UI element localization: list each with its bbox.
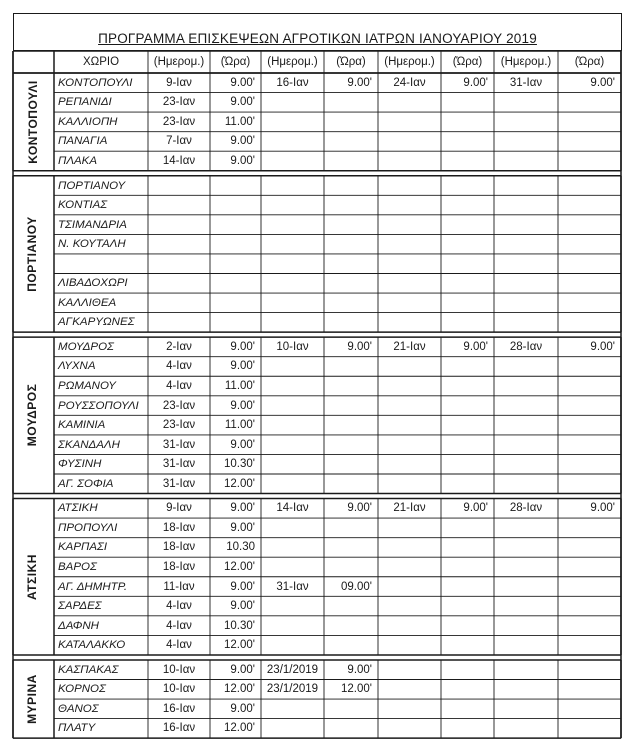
village-cell: ΚΑΛΛΙΟΠΗ [58,115,118,128]
column-header-date: (Ημερομ.) [384,56,435,68]
visit-date-cell: 10-Ιαν [162,683,196,696]
visit-time-cell: 12.00' [224,560,255,573]
village-cell: ΚΟΝΤΟΠΟΥΛΙ [58,76,133,89]
visit-time-cell: 9.00' [230,135,255,148]
visit-time-cell: 9.00' [230,521,255,534]
village-cell: ΣΚΑΝΔΑΛΗ [58,438,120,451]
column-header-date: (Ημερομ.) [267,56,318,68]
visit-date-cell: 16-Ιαν [162,702,196,715]
visit-time-cell: 11.00' [224,115,255,128]
village-cell: ΠΟΡΤΙΑΝΟΥ [58,179,126,192]
column-header-date: (Ημερομ.) [153,56,205,68]
region-label: ΜΟΥΔΡΟΣ [25,384,40,447]
village-cell: ΠΑΝΑΓΙΑ [58,135,108,148]
visit-date-cell: 31-Ιαν [276,580,309,593]
visit-date-cell: 31-Ιαν [162,458,196,471]
visit-time-cell: 9.00' [463,340,488,353]
visit-time-cell: 12.00' [224,683,255,696]
column-header-time: (Ώρα) [574,56,605,68]
visit-time-cell: 9.00' [590,340,615,353]
village-cell: ΔΑΦΝΗ [58,619,99,632]
village-cell: Ν. ΚΟΥΤΑΛΗ [58,238,126,251]
village-cell: ΛΥΧΝΑ [58,360,96,373]
visit-date-cell: 21-Ιαν [393,340,426,353]
visit-time-cell: 9.00' [230,96,255,109]
visit-time-cell: 9.00' [347,663,372,676]
visit-date-cell: 7-Ιαν [166,135,192,148]
village-cell: ΑΤΣΙΚΗ [58,502,98,515]
visit-date-cell: 23/1/2019 [266,663,319,676]
village-cell: ΘΑΝΟΣ [58,702,99,715]
village-cell: ΚΑΛΛΙΘΕΑ [58,296,117,309]
page-title: ΠΡΟΓΡΑΜΜΑ ΕΠΙΣΚΕΨΕΩΝ ΑΓΡΟΤΙΚΩΝ ΙΑΤΡΩΝ ΙΑΝΟΥΑΡΙΟΥ 2019 [98,31,537,46]
village-cell: ΤΣΙΜΑΝΔΡΙΑ [58,218,127,231]
column-header-time: (Ώρα) [336,56,366,68]
visit-time-cell: 9.00' [230,154,255,167]
column-header-village: ΧΩΡΙΟ [82,56,120,68]
visit-date-cell: 9-Ιαν [166,502,192,515]
region-label: ΜΥΡΙΝΑ [25,674,40,724]
village-cell: ΡΕΠΑΝΙΔΙ [58,96,112,109]
village-cell: ΑΓΚΑΡΥΩΝΕΣ [58,316,135,329]
village-cell: ΠΛΑΤΥ [58,722,96,735]
visit-time-cell: 11.00' [224,380,255,393]
visit-date-cell: 28-Ιαν [509,502,543,515]
village-cell: ΛΙΒΑΔΟΧΩΡΙ [58,277,128,290]
visit-date-cell: 2-Ιαν [166,340,192,353]
visit-time-cell: 9.00' [230,76,255,89]
village-cell: ΡΟΥΣΣΟΠΟΥΛΙ [58,399,139,412]
visit-time-cell: 12.00' [224,722,255,735]
column-header-date: (Ημερομ.) [500,56,552,68]
visit-time-cell: 9.00' [347,340,372,353]
visit-date-cell: 24-Ιαν [393,76,426,89]
visit-time-cell: 9.00' [463,76,488,89]
village-cell: ΚΑΜΙΝΙΑ [58,419,106,432]
visit-date-cell: 4-Ιαν [166,619,192,632]
visit-date-cell: 4-Ιαν [166,639,192,652]
village-cell: ΠΡΟΠΟΥΛΙ [58,521,118,534]
visit-date-cell: 31-Ιαν [162,438,196,451]
visit-date-cell: 4-Ιαν [166,600,192,613]
visit-date-cell: 11-Ιαν [163,580,195,593]
village-cell: ΠΛΑΚΑ [58,154,98,167]
village-cell: ΒΑΡΟΣ [58,560,97,573]
visit-time-cell: 10.30' [224,619,255,632]
visit-time-cell: 9.00' [230,360,255,373]
visit-time-cell: 9.00' [230,399,255,412]
visit-date-cell: 14-Ιαν [276,502,309,515]
village-cell: ΑΓ. ΣΟΦΙΑ [58,477,114,490]
village-cell: ΣΑΡΔΕΣ [58,600,102,613]
visit-date-cell: 9-Ιαν [166,76,192,89]
visit-time-cell: 9.00' [230,502,255,515]
visit-time-cell: 11.00' [224,419,255,432]
visit-date-cell: 23-Ιαν [162,399,196,412]
visit-time-cell: 9.00' [230,702,255,715]
village-cell: ΑΓ. ΔΗΜΗΤΡ. [58,580,128,593]
visit-time-cell: 9.00' [230,600,255,613]
village-cell: ΚΑΡΠΑΣΙ [58,541,108,554]
visit-date-cell: 28-Ιαν [509,340,543,353]
visit-date-cell: 18-Ιαν [162,521,196,534]
visit-time-cell: 9.00' [230,438,255,451]
visit-date-cell: 31-Ιαν [162,477,196,490]
column-header-time: (Ώρα) [220,56,251,68]
visit-time-cell: 9.00' [590,502,615,515]
visit-time-cell: 9.00' [230,340,255,353]
village-cell: ΚΑΤΑΛΑΚΚΟ [58,639,126,652]
village-cell: ΜΟΥΔΡΟΣ [58,340,114,353]
region-label: ΠΟΡΤΙΑΝΟΥ [25,216,40,292]
village-cell: ΚΟΡΝΟΣ [58,683,106,696]
visit-date-cell: 18-Ιαν [162,541,196,554]
visit-date-cell: 4-Ιαν [166,360,192,373]
visit-time-cell: 9.00' [347,76,372,89]
visit-date-cell: 4-Ιαν [166,380,192,393]
visit-date-cell: 18-Ιαν [162,560,196,573]
visit-time-cell: 9.00' [590,76,615,89]
visit-time-cell: 9.00' [230,663,255,676]
visit-date-cell: 10-Ιαν [162,663,196,676]
village-cell: ΦΥΣΙΝΗ [58,458,102,471]
village-cell: ΚΟΝΤΙΑΣ [58,199,108,212]
visit-time-cell: 10.30 [226,541,255,554]
visit-time-cell: 09.00' [341,580,372,593]
visit-date-cell: 23/1/2019 [266,683,319,696]
region-label: ΚΟΝΤΟΠΟΥΛΙ [25,80,40,164]
visit-time-cell: 12.00' [341,683,372,696]
visit-date-cell: 21-Ιαν [393,502,426,515]
visit-date-cell: 10-Ιαν [276,340,309,353]
village-cell: ΡΩΜΑΝΟΥ [58,380,116,393]
visit-date-cell: 14-Ιαν [162,154,196,167]
visit-time-cell: 12.00' [224,639,255,652]
visit-date-cell: 23-Ιαν [162,419,196,432]
visit-date-cell: 16-Ιαν [276,76,309,89]
visit-time-cell: 9.00' [347,502,372,515]
visit-date-cell: 23-Ιαν [162,96,196,109]
visit-date-cell: 23-Ιαν [162,115,196,128]
visit-time-cell: 9.00' [230,580,255,593]
visit-time-cell: 9.00' [463,502,488,515]
visit-date-cell: 31-Ιαν [509,76,543,89]
visit-time-cell: 12.00' [224,477,255,490]
village-cell: ΚΑΣΠΑΚΑΣ [58,663,119,676]
column-header-time: (Ώρα) [452,56,483,68]
region-label: ΑΤΣΙΚΗ [25,553,40,600]
visit-date-cell: 16-Ιαν [162,722,196,735]
visit-time-cell: 10.30' [224,458,255,471]
